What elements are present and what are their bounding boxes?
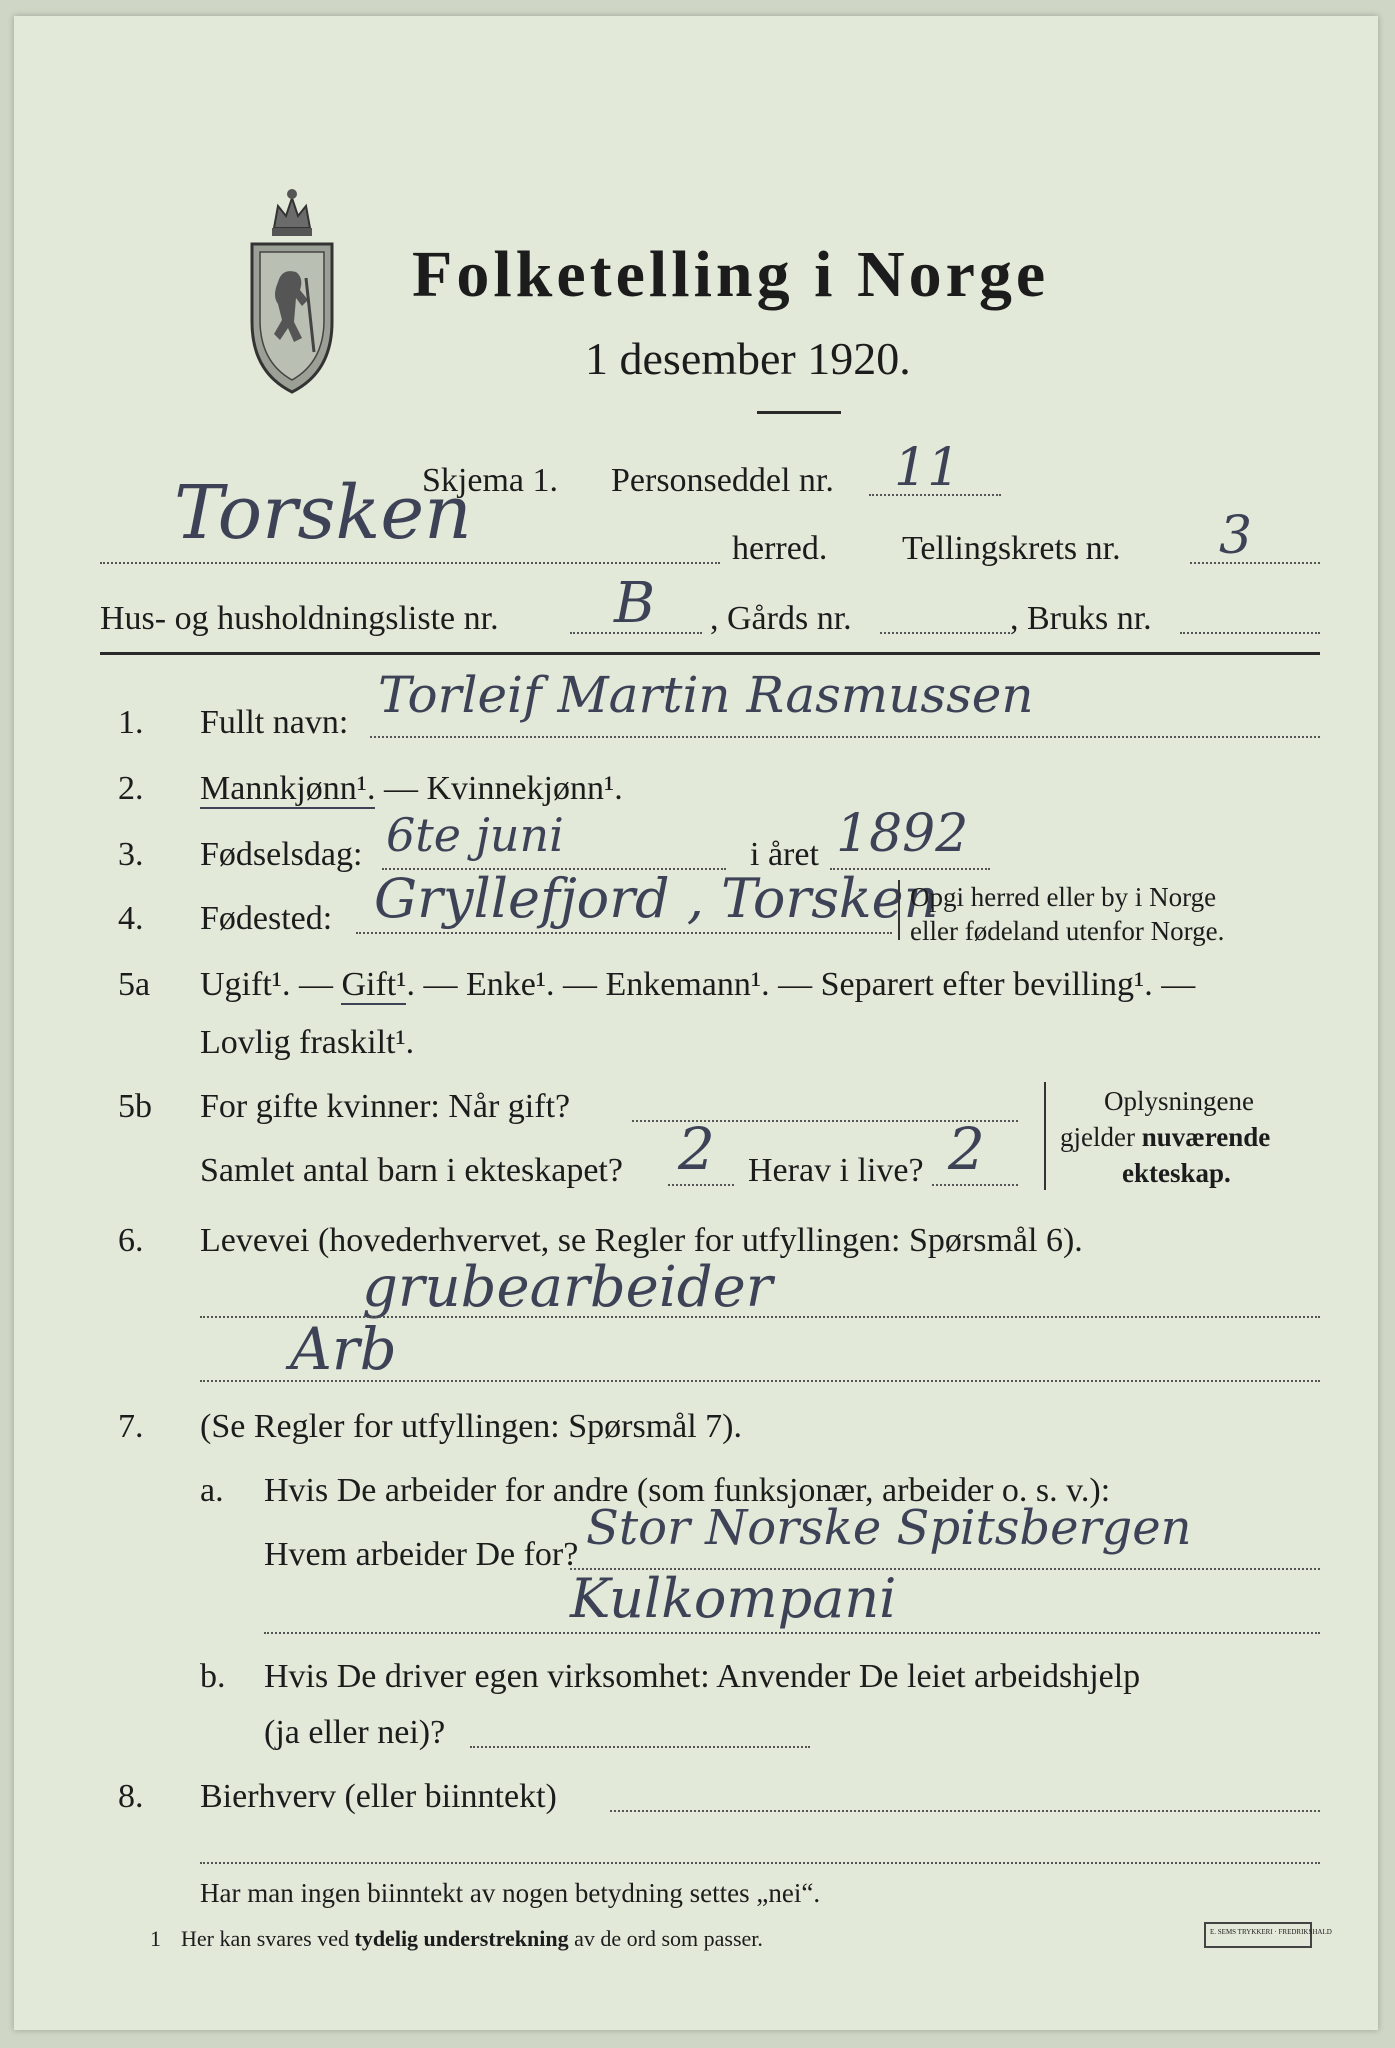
q4-number: 4. bbox=[118, 900, 144, 937]
personseddel-value[interactable]: 11 bbox=[894, 438, 961, 498]
q7a-label: Hvis De arbeider for andre (som funksjonær, arbeider o. s. v.): bbox=[264, 1472, 1111, 1509]
q1-line bbox=[370, 736, 1320, 738]
q7a-employer-label: Hvem arbeider De for? bbox=[264, 1536, 579, 1573]
q8-number: 8. bbox=[118, 1778, 144, 1815]
q5b-note-line2: gjelder nuværende bbox=[1060, 1122, 1271, 1152]
q4-label: Fødested: bbox=[200, 900, 333, 937]
q4-note-brace bbox=[898, 880, 900, 940]
q3-label: Fødselsdag: bbox=[200, 836, 363, 873]
occupation-mark: Arb bbox=[290, 1315, 397, 1383]
occupation-value[interactable]: grubearbeider bbox=[362, 1255, 773, 1320]
q5b-note-brace bbox=[1044, 1082, 1046, 1190]
herred-label: herred. bbox=[732, 530, 828, 567]
q7-number: 7. bbox=[118, 1408, 144, 1445]
status-gift-underlined[interactable]: Gift¹ bbox=[341, 966, 407, 1003]
q8-note: Har man ingen biinntekt av nogen betydning settes „nei“. bbox=[200, 1878, 821, 1908]
header-divider bbox=[100, 652, 1320, 655]
tellingskrets-value[interactable]: 3 bbox=[1219, 506, 1253, 566]
status-ugift: Ugift¹. — bbox=[200, 966, 342, 1003]
gender-rest: — Kvinnekjønn¹. bbox=[375, 770, 623, 807]
bruks-label: , Bruks nr. bbox=[1010, 600, 1152, 637]
q5b-children-line bbox=[668, 1184, 734, 1186]
form-title: Folketelling i Norge bbox=[412, 238, 1050, 311]
q7-label: (Se Regler for utfyllingen: Spørsmål 7). bbox=[200, 1408, 743, 1445]
gards-label: , Gårds nr. bbox=[710, 600, 852, 637]
q6-line2 bbox=[200, 1380, 1320, 1382]
census-form bbox=[14, 16, 1378, 2030]
children-count-value[interactable]: 2 bbox=[678, 1115, 715, 1183]
gender-line bbox=[200, 772, 623, 806]
q5b-alive-label: Herav i live? bbox=[748, 1152, 924, 1189]
gards-line bbox=[880, 632, 1010, 634]
q7b-label: Hvis De driver egen virksomhet: Anvender De leiet arbeidshjelp bbox=[264, 1658, 1141, 1695]
q6-label: Levevei (hovederhvervet, se Regler for utfyllingen: Spørsmål 6). bbox=[200, 1222, 1083, 1259]
q5b-note-line1: Oplysningene bbox=[1104, 1086, 1254, 1116]
hus-label: Hus- og husholdningsliste nr. bbox=[100, 600, 499, 637]
tellingskrets-line bbox=[1190, 562, 1320, 564]
q4-note-line2: eller fødeland utenfor Norge. bbox=[910, 916, 1225, 946]
title-rule bbox=[757, 411, 841, 414]
q5b-label: For gifte kvinner: Når gift? bbox=[200, 1088, 571, 1125]
q7b-letter: b. bbox=[200, 1658, 226, 1695]
q8-line1 bbox=[610, 1810, 1320, 1812]
q8-line2 bbox=[200, 1862, 1320, 1864]
q3-number: 3. bbox=[118, 836, 144, 873]
footnote-mark: 1 bbox=[150, 1926, 161, 1951]
marital-status-line2: Lovlig fraskilt¹. bbox=[200, 1024, 415, 1061]
q5b-number: 5b bbox=[118, 1088, 152, 1125]
q5b-note-line3: ekteskap. bbox=[1122, 1158, 1231, 1188]
q7a-letter: a. bbox=[200, 1472, 224, 1509]
q1-label: Fullt navn: bbox=[200, 704, 349, 741]
birthplace-value[interactable]: Gryllefjord , Torsken bbox=[374, 867, 939, 930]
marital-status-line bbox=[200, 968, 1195, 1002]
birthday-value[interactable]: 6te juni bbox=[386, 808, 564, 862]
q2-number: 2. bbox=[118, 770, 144, 807]
bruks-line bbox=[1180, 632, 1320, 634]
skjema-label: Skjema 1. bbox=[422, 462, 558, 499]
gender-male-underlined[interactable]: Mannkjønn¹. bbox=[200, 770, 376, 807]
hus-value[interactable]: B bbox=[614, 571, 656, 636]
status-rest: . — Enke¹. — Enkemann¹. — Separert efter bevilling¹. — bbox=[406, 966, 1196, 1003]
q7b-answer-line bbox=[470, 1746, 810, 1748]
birth-year-value[interactable]: 1892 bbox=[836, 804, 969, 864]
municipality-line bbox=[100, 562, 720, 564]
coat-of-arms-icon bbox=[244, 182, 340, 396]
q7b-line2: (ja eller nei)? bbox=[264, 1714, 446, 1751]
q3-year-label: i året bbox=[750, 836, 819, 873]
employer-value-line1[interactable]: Stor Norske Spitsbergen bbox=[586, 1500, 1192, 1556]
census-date: 1 desember 1920. bbox=[585, 333, 911, 384]
q1-number: 1. bbox=[118, 704, 144, 741]
q7a-employer-line2 bbox=[264, 1632, 1320, 1634]
q5b-alive-line bbox=[932, 1184, 1018, 1186]
employer-value-line2[interactable]: Kulkompani bbox=[570, 1567, 897, 1630]
tellingskrets-label: Tellingskrets nr. bbox=[902, 530, 1121, 567]
full-name-value[interactable]: Torleif Martin Rasmussen bbox=[378, 666, 1034, 724]
q4-note-line1: Opgi herred eller by i Norge bbox=[910, 882, 1217, 912]
q6-number: 6. bbox=[118, 1222, 144, 1259]
children-alive-value[interactable]: 2 bbox=[948, 1115, 985, 1183]
printer-stamp: E. SEMS TRYKKERI · FREDRIKSHALD bbox=[1204, 1922, 1312, 1948]
q4-line bbox=[356, 932, 892, 934]
q5b-children-label: Samlet antal barn i ekteskapet? bbox=[200, 1152, 623, 1189]
personseddel-label: Personseddel nr. bbox=[611, 462, 834, 499]
q5a-number: 5a bbox=[118, 966, 151, 1003]
footnote: 1 Her kan svares ved tydelig understrekning av de ord som passer. bbox=[150, 1926, 763, 1951]
municipality-handwritten[interactable]: Torsken bbox=[174, 470, 472, 556]
q8-label: Bierhverv (eller biinntekt) bbox=[200, 1778, 557, 1815]
